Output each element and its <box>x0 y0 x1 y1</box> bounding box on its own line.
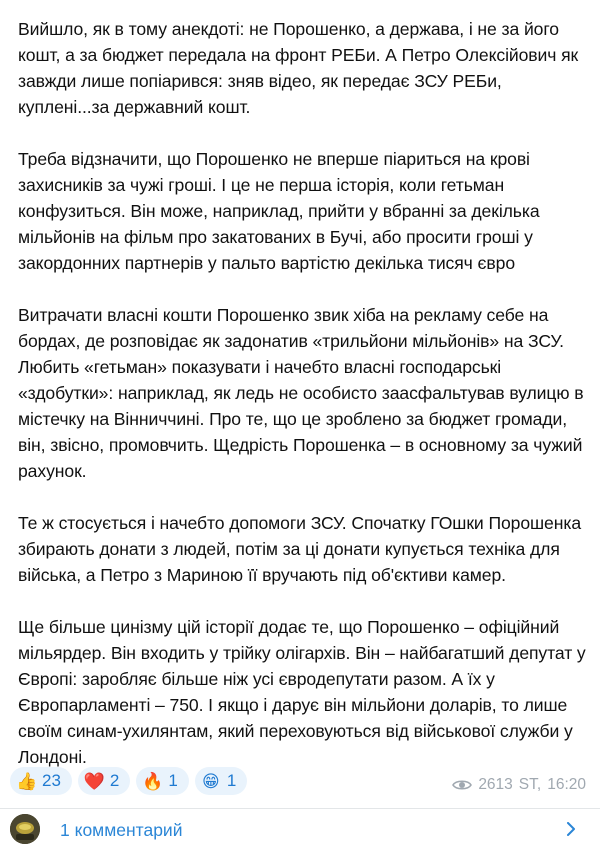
reaction-count: 1 <box>168 771 178 790</box>
reaction-thumbs-up[interactable] <box>10 767 72 795</box>
avatar <box>10 814 40 844</box>
author-signature: ST, <box>518 776 542 793</box>
thumbs-up-icon: 👍 <box>16 771 38 791</box>
reaction-fire[interactable] <box>136 767 188 795</box>
message-meta <box>452 776 586 794</box>
comments-count-label: 1 комментарий <box>60 820 183 840</box>
eye-icon <box>452 778 472 792</box>
reaction-heart[interactable] <box>78 767 130 795</box>
message-paragraph-5: Ще більше цинізму цій історії додає те, що Порошенко – офіційний мільярдер. Він входить у трійку олігархів. Він – найбагатший депутат у Європі: заробляє більше ніж усі євродепутати разом. А їх у Європарламенті – 750. І якщо і дарує він мільйони доларів, то лише своїм синам-ухилянтам, який переховуються від військової служби у Лондоні. <box>18 617 586 767</box>
reaction-count: 23 <box>42 771 61 790</box>
fire-icon: 🔥 <box>142 771 164 791</box>
reaction-grin[interactable] <box>195 767 247 795</box>
message-paragraph-4: Те ж стосується і начебто допомоги ЗСУ. Спочатку ГОшки Порошенка збирають донати з людей, потім за ці донати купується техніка для війська, а Петро з Мариною її вручають під об'єктиви камер. <box>18 513 582 585</box>
heart-icon: ❤️ <box>83 771 106 791</box>
view-count: 2613 <box>478 776 513 793</box>
message-paragraph-2: Треба відзначити, що Порошенко не вперше піариться на крові захисників за чужі гроші. І це не перша історія, коли гетьман конфузиться. Він може, наприклад, прийти у вбранні за декілька мільйонів на фільм про закатованих в Бучі, або просити гроші у закордонних партнерів у пальто вартістю декілька тисяч євро <box>18 149 540 273</box>
commenter-avatar-icon <box>10 814 40 844</box>
grin-icon: 😁 <box>201 771 220 791</box>
reactions-bar <box>10 766 247 796</box>
reaction-count: 2 <box>109 771 120 790</box>
message-text <box>18 16 593 796</box>
message-paragraph-3: Витрачати власні кошти Порошенко звик хіба на рекламу себе на бордах, де розповідає як задонатив «трильйони мільйонів» на ЗСУ. Любить «гетьман» показувати і начебто власні господарські «здобутки»: наприклад, як ледь не особисто заасфальтував вулицю в містечку на Вінниччині. Про те, що це зроблено за бюджет громади, він, звісно, промовчить. Щедрість Порошенка – в основному за чужий рахунок. <box>18 305 584 481</box>
message-paragraph-1: Вийшло, як в тому анекдоті: не Порошенко, а держава, і не за його кошт, а за бюджет передала на фронт РЕБи. А Петро Олексійович як завжди лише попіарився: зняв відео, як передає ЗСУ РЕБи, куплені...за державний кошт. <box>18 19 579 117</box>
comments-button[interactable] <box>0 809 600 849</box>
reaction-count: 1 <box>226 771 237 790</box>
chevron-right-icon <box>564 822 578 836</box>
message-time: 16:20 <box>547 776 586 793</box>
